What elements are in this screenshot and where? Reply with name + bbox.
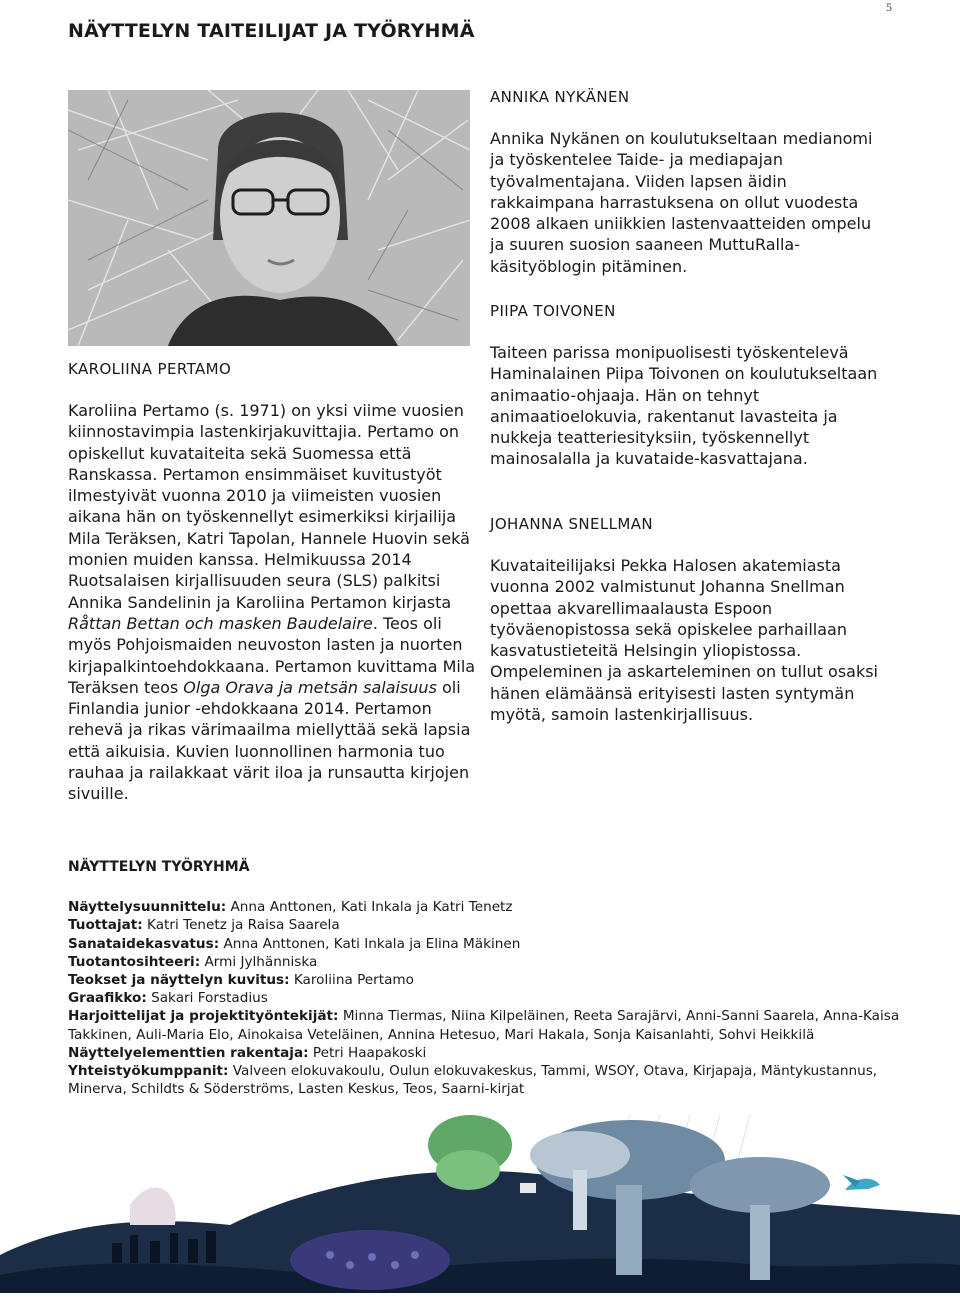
crew-role: Teokset ja näyttelyn kuvitus: xyxy=(68,972,290,989)
crew-row xyxy=(68,989,908,1007)
decorative-illustration xyxy=(0,1115,960,1293)
piipa-name: PIIPA TOIVONEN xyxy=(490,302,616,320)
book-title: Råttan Bettan och masken Baudelaire xyxy=(68,613,373,633)
portrait-photo xyxy=(68,90,470,346)
page-title: NÄYTTELYN TAITEILIJAT JA TYÖRYHMÄ xyxy=(68,20,475,42)
annika-name: ANNIKA NYKÄNEN xyxy=(490,88,630,106)
crew-members: Anna Anttonen, Kati Inkala ja Elina Mäkinen xyxy=(219,935,521,952)
crew-row xyxy=(68,1044,908,1062)
crew-role: Harjoittelijat ja projektityöntekijät: xyxy=(68,1008,339,1025)
crew-row xyxy=(68,935,908,953)
crew-members: Armi Jylhänniska xyxy=(200,953,318,970)
crew-members: Katri Tenetz ja Raisa Saarela xyxy=(142,917,340,934)
annika-bio: Annika Nykänen on koulutukseltaan medianomi ja työskentelee Taide- ja mediapajan työvalmentajana. Viiden lapsen äidin rakkaimpana harrastuksena on ollut vuodesta 2008 alkaen uniikkien lastenvaatteiden ompelu ja suuren suosion saaneen MuttuRalla-käsityöblogin pitäminen. xyxy=(490,129,873,276)
crew-role: Tuotantosihteeri: xyxy=(68,953,201,970)
crew-members: Karoliina Pertamo xyxy=(289,972,414,989)
crew-row xyxy=(68,971,908,989)
johanna-section xyxy=(490,515,890,725)
johanna-bio: Kuvataiteilijaksi Pekka Halosen akatemiasta vuonna 2002 valmistunut Johanna Snellman opettaa akvarellimaalausta Espoon työväenopistossa sekä opiskelee parhaillaan kasvatustieteitä Helsingin yliopistossa. Ompeleminen ja askarteleminen on tullut osaksi hänen elämäänsä erityisesti lasten syntymän myötä, samoin lastenkirjallisuus. xyxy=(490,556,878,725)
book-title: Olga Orava ja metsän salaisuus xyxy=(183,677,437,697)
crew-role: Tuottajat: xyxy=(68,917,143,934)
page-number: 5 xyxy=(886,0,892,14)
crew-section xyxy=(68,858,908,1098)
crew-row xyxy=(68,953,908,971)
crew-role: Näyttelyelementtien rakentaja: xyxy=(68,1044,309,1061)
karoliina-bio xyxy=(68,400,478,805)
crew-role: Näyttelysuunnittelu: xyxy=(68,899,227,916)
johanna-name: JOHANNA SNELLMAN xyxy=(490,515,653,533)
karoliina-section xyxy=(68,360,478,805)
crew-role: Yhteistyökumppanit: xyxy=(68,1063,229,1080)
piipa-section xyxy=(490,302,890,470)
annika-section xyxy=(490,88,890,277)
piipa-bio: Taiteen parissa monipuolisesti työskentelevä Haminalainen Piipa Toivonen on koulutukseltaan animaatio-ohjaaja. Hän on tehnyt animaatioelokuvia, rakentanut lavasteita ja nukkeja teatteriesityksiin, työskennellyt mainosalalla ja kuvataide-kasvattajana. xyxy=(490,343,878,469)
crew-members: Valveen elokuvakoulu, Oulun elokuvakeskus, Tammi, WSOY, Otava, Kirjapaja, Mäntykustannus, Minerva, Schildts & Söderströms, Lasten Keskus, Teos, Saarni-kirjat xyxy=(68,1063,878,1098)
crew-members: Minna Tiermas, Niina Kilpeläinen, Reeta Sarajärvi, Anni-Sanni Saarela, Anna-Kaisa Takkinen, Auli-Maria Elo, Ainokaisa Veteläinen, Annina Hetesuo, Mari Hakala, Sonja Kaisanlahti, Sohvi Heikkilä xyxy=(68,1008,900,1043)
crew-members: Petri Haapakoski xyxy=(308,1044,427,1061)
bio-text: Karoliina Pertamo (s. 1971) on yksi viime vuosien kiinnostavimpia lastenkirjakuvittajia. Pertamo on opiskellut kuvataiteita sekä Suomessa että Ranskassa. Pertamon ensimmäiset kuvitustyöt ilmestyivät vuonna 2010 ja viimeisten vuosien aikana hän on työskennellyt esimerkiksi kirjailija Mila Teräksen, Katri Tapolan, Hannele Huovin sekä monien muiden kanssa. Helmikuussa 2014 Ruotsalaisen kirjallisuuden seura (SLS) palkitsi Annika Sandelinin ja Karoliina Pertamon kirjasta xyxy=(68,401,470,612)
crew-row xyxy=(68,916,908,934)
bio-text: oli Finlandia junior -ehdokkaana 2014. Pertamon rehevä ja rikas värimaailma miellyttää sekä lapsia että aikuisia. Kuvien luonnollinen harmonia tuo rauhaa ja railakkaat värit iloa ja runsautta kirjojen sivuille. xyxy=(68,677,471,804)
bio-text: . Teos oli myös Pohjoismaiden neuvoston lasten ja nuorten kirjapalkintoehdokkaana. Pertamon kuvittama Mila Teräksen teos xyxy=(68,613,476,697)
karoliina-name: KAROLIINA PERTAMO xyxy=(68,360,232,378)
crew-role: Sanataidekasvatus: xyxy=(68,935,220,952)
crew-title: NÄYTTELYN TYÖRYHMÄ xyxy=(68,859,250,875)
crew-row xyxy=(68,1007,908,1043)
crew-row xyxy=(68,898,908,916)
crew-members: Anna Anttonen, Kati Inkala ja Katri Tenetz xyxy=(226,899,513,916)
crew-members: Sakari Forstadius xyxy=(146,990,268,1007)
crew-row xyxy=(68,1062,908,1098)
crew-role: Graafikko: xyxy=(68,990,147,1007)
